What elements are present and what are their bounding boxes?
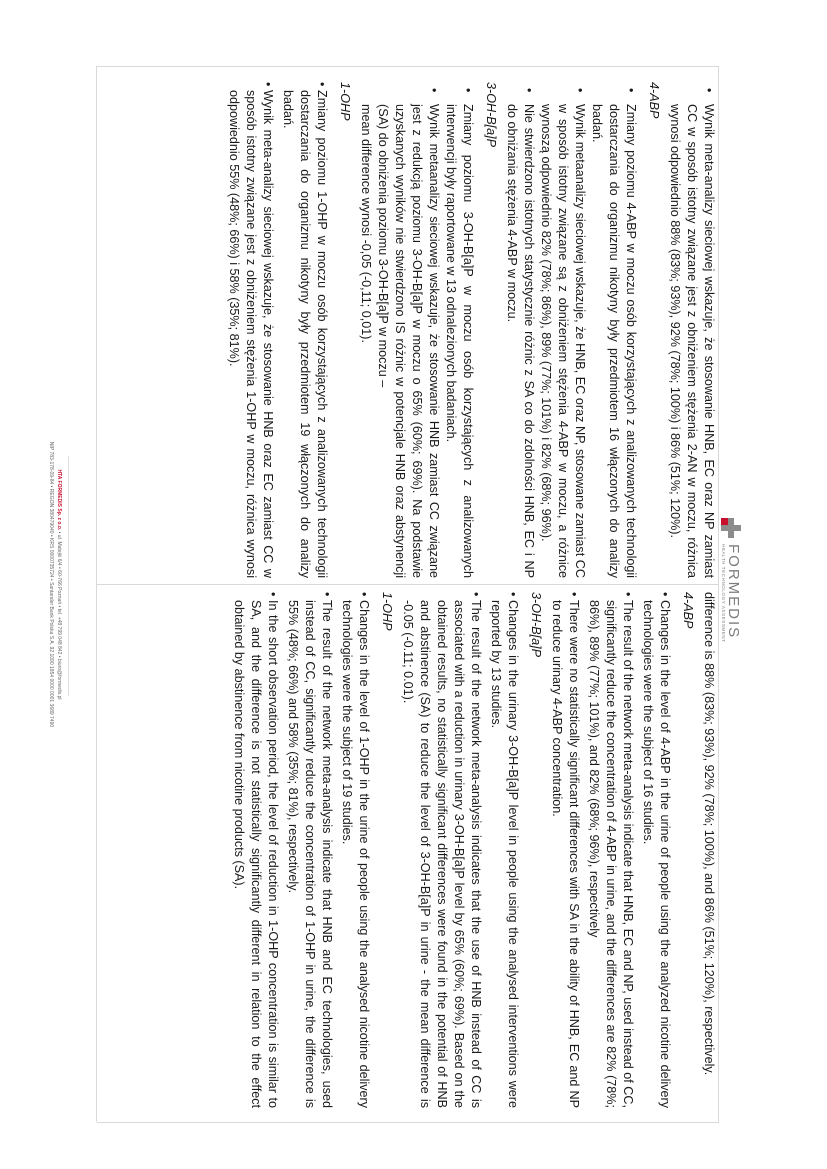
footer-company: HTA FORMEDIS Sp. z o.o. — [56, 469, 62, 531]
section-title-1ohp-pl: 1-OHP — [338, 82, 352, 121]
section-title-4abp-en: 4-ABP — [681, 592, 695, 629]
bullet-3ohbap-2-en: • The result of the network meta-analysis indicates that the use of HNB instead of CC is associated with a reduction in urinary 3-OH-B[a]P level by 65% (60%; 69%). Based on the obtained results, no statistically significant differences were found in the potential of HNB and abstinence (SA) to reduce the level of 3-OH-B[a]P in urine - the mean difference is -0.05 (-0.11; 0.01). — [399, 592, 484, 1108]
polish-column — [225, 82, 717, 578]
footer-address: • ul. Matejki 6/4 • 60-766 Poznań • tel. +48 799 048 842 • biuro@formedis.pl — [56, 530, 62, 700]
bullet-1ohp-1-en: • Changes in the level of 1-OHP in the urine of people using the analysed nicotine delivery technologies were the subject of 19 studies. — [338, 592, 372, 1108]
bullet-1ohp-3-en: • In the short observation period, the level of reduction in 1-OHP concentration is similar to SA, and the difference is not statistically significantly different in relation to the effect obtained by abstinence from nicotine products (SA). — [230, 592, 281, 1108]
right-divider — [97, 1122, 719, 1123]
english-column — [230, 592, 717, 1108]
logo-name: FORMEDIS — [725, 544, 742, 640]
bullet-3ohbap-1-pl: • Zmiany poziomu 3-OH-B[a]P w moczu osób korzystających z analizowanych interwencji były raportowane w 13 odnalezionych badaniach. — [442, 82, 476, 578]
left-divider — [97, 66, 719, 67]
column-divider — [97, 584, 719, 585]
intro-text-en: difference is 88% (83%; 93%), 92% (78%; 100%), and 86% (51%; 120%), respectively. — [702, 592, 716, 1076]
bullet-3ohbap-2-pl: • Wynik metaanalizy sieciowej wskazuje, że stosowanie HNB zamiast CC związane jest z redukcją poziomu 3-OH-B[a]P w moczu o 65% (60%; 69%). Na podstawie uzyskanych wyników nie stwierdzono IS różnic w potencjale HNB oraz abstynencji (SA) do obniżenia poziomu 3-OH-B[a]P w moczu – — [374, 82, 442, 578]
intro-bullet-pl: • Wynik meta-analizy sieciowej wskazuje, że stosowanie HNB, EC oraz NP zamiast CC w sposób istotny związane jest z obniżeniem stężenia 2-AN w moczu, różnica wynosi odpowiednio 88% (83%; 93%), 92% (78%; 100%) i 86% (51%; 120%). — [666, 82, 717, 578]
top-divider — [718, 66, 719, 1122]
bullet-3ohbap-2-continuation-pl: mean difference wynosi -0,05 (-0,11; 0,01). — [359, 104, 373, 343]
cross-logo-icon — [721, 518, 741, 538]
section-title-4abp-pl: 4-ABP — [647, 82, 661, 119]
bullet-1ohp-2-en: • The result of the network meta-analysis indicate that HNB and EC technologies, used instead of CC, significantly reduce the concentration of 1-OHP in urine, the difference is 55% (48%; 66%) and 58% (35%; 81%), respectively. — [284, 592, 335, 1108]
formedis-logo — [721, 518, 742, 643]
logo-tagline: HEALTH TECHNOLOGY ASSESSMENT — [721, 544, 726, 643]
section-title-3ohbap-pl: 3-OH-B[a]P — [484, 82, 498, 148]
footer-address-line — [55, 0, 63, 1169]
bullet-4abp-2-pl: • Wynik metaanalizy sieciowej wskazuje, że HNB, EC oraz NP, stosowane zamiast CC w sposób istotny związane są z obniżeniem stężenia 4-ABP w moczu, a różnice wynoszą odpowiednio 82% (78%; 86%), 89% (77%; 101%) i 82% (68%; 96%). — [537, 82, 588, 578]
footer-divider — [68, 456, 69, 696]
bullet-1ohp-2-pl: • Wynik meta-analizy sieciowej wskazuje, że stosowanie HNB oraz EC zamiast CC w sposób istotny związane jest z obniżeniem stężenia 1-OHP w moczu, różnica wynosi odpowiednio 55% (48%; 66%) i 58% (35%; 81%). — [225, 82, 276, 578]
bullet-4abp-3-en: • There were no statistically significant differences with SA in the ability of HNB, EC and NP to reduce urinary 4-ABP concentration. — [548, 592, 582, 1108]
bullet-4abp-3-pl: • Nie stwierdzono istotnych statystycznie różnic z SA co do zdolności HNB, EC i NP do obniżania stężenia 4-ABP w moczu. — [503, 82, 537, 578]
section-title-1ohp-en: 1-OHP — [380, 592, 394, 631]
bullet-4abp-1-en: • Changes in the level of 4-ABP in the urine of people using the analyzed nicotine delivery technologies were the subject of 16 studies. — [639, 592, 673, 1108]
bullet-1ohp-1-pl: • Zmiany poziomu 1-OHP w moczu osób korzystających z analizowanych technologii dostarczania do organizmu nikotyny były przedmiotem 19 włączonych do analizy badań. — [279, 82, 330, 578]
bullet-4abp-1-pl: • Zmiany poziomu 4-ABP w moczu osób korzystających z analizowanych technologii dostarczania do organizmu nikotyny były przedmiotem 16 włączonych do analizy badań. — [588, 82, 639, 578]
footer — [47, 0, 63, 1169]
bullet-4abp-2-en: • The result of the network meta-analysis indicate that HNB, EC and NP, used instead of CC, significantly reduce the concentration of 4-ABP in urine, and the differences are 82% (78%; 86%), 89% (77%; 101%), and 82% (68%; 96%), respectively — [585, 592, 636, 1108]
footer-registry: NIP 783-178-09-84 • REGON 380479040 • KRS 0000735724 • Santander Bank Polska S.A. 92 1090 1854 0000 0001 3689 7490 — [48, 441, 54, 728]
bullet-3ohbap-1-en: • Changes in the urinary 3-OH-B[a]P level in people using the analysed interventions were reported by 13 studies. — [487, 592, 521, 1108]
bottom-divider — [96, 66, 97, 1122]
section-title-3ohbap-en: 3-OH-B[a]P — [529, 592, 543, 658]
